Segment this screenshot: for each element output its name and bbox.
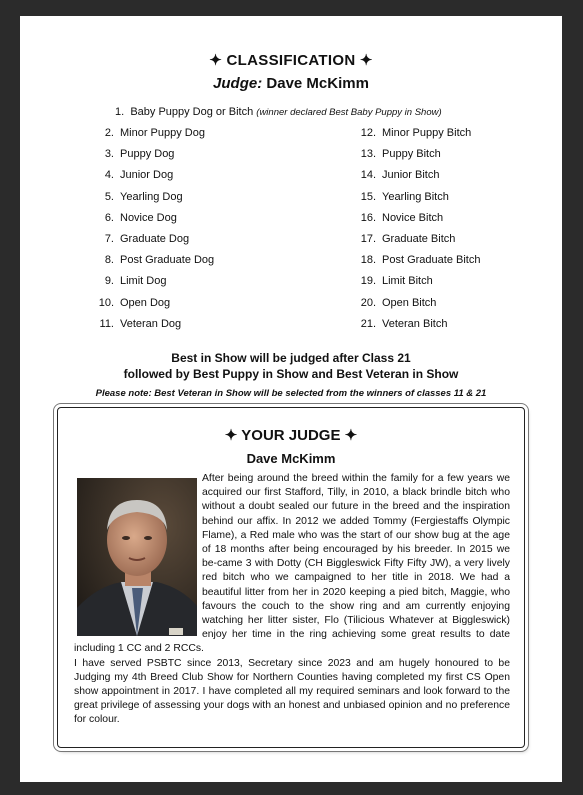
four-point-star-icon: ✦ (359, 52, 373, 69)
your-judge-title: YOUR JUDGE (241, 427, 341, 444)
class-1 (115, 106, 442, 118)
class-name: Limit Bitch (382, 275, 433, 288)
list-item: 20. Open Bitch (360, 296, 437, 309)
class-name: Yearling Dog (120, 190, 183, 203)
class-note: (winner declared Best Baby Puppy in Show) (256, 107, 442, 118)
class-name: Yearling Bitch (382, 190, 449, 203)
judge-bio (74, 472, 510, 728)
judge-label: Judge: (213, 75, 263, 92)
class-name: Puppy Bitch (382, 148, 441, 161)
bio-paragraph: I have served PSBTC since 2013, Secretary since 2023 and am hugely honoured to be Judging my 4th Breed Club Show for Northern Counties having completed my first CS Open show appointment in 2017. I have completed all my required seminars and look forward to the great privilege of assessing your dogs with an honest and unbiased opinion and no preference for colour. (74, 657, 510, 726)
list-item: 19. Limit Bitch (360, 275, 433, 288)
class-name: Junior Dog (120, 169, 174, 182)
best-in-show-line1: Best in Show will be judged after Class 21 (171, 351, 411, 365)
list-item: 6. Novice Dog (104, 211, 177, 224)
list-item: 10. Open Dog (98, 296, 171, 309)
four-point-star-icon: ✦ (344, 427, 358, 444)
your-judge-box (57, 407, 525, 748)
your-judge-name: Dave McKimm (246, 451, 336, 466)
veteran-note: Please note: Best Veteran in Show will be selected from the winners of classes 11 & 21 (95, 388, 487, 399)
class-name: Post Graduate Bitch (382, 254, 481, 267)
class-number: 1. (115, 106, 125, 118)
class-name: Open Dog (120, 296, 171, 309)
class-name: Baby Puppy Dog or Bitch (130, 106, 254, 118)
list-item: 9. Limit Dog (104, 275, 167, 288)
best-in-show-notice (20, 351, 562, 382)
class-name: Puppy Dog (120, 148, 175, 161)
classification-title: CLASSIFICATION (226, 52, 356, 69)
class-name: Novice Bitch (382, 211, 444, 224)
class-name: Veteran Dog (120, 317, 182, 330)
list-item: 11. Veteran Dog (99, 317, 182, 330)
list-item: 8. Post Graduate Dog (104, 254, 215, 267)
list-item: 12. Minor Puppy Bitch (360, 127, 472, 139)
list-item: 15. Yearling Bitch (360, 190, 449, 203)
class-name: Graduate Bitch (382, 232, 456, 245)
list-item: 3. Puppy Dog (104, 148, 175, 161)
classification-heading (20, 51, 562, 69)
list-item: 4. Junior Dog (104, 169, 174, 182)
class-name: Graduate Dog (120, 232, 190, 245)
class-name: Minor Puppy Bitch (382, 127, 472, 139)
judge-heading (20, 75, 562, 92)
class-name: Junior Bitch (382, 169, 440, 182)
class-name: Limit Dog (120, 275, 167, 288)
class-name: Minor Puppy Dog (120, 127, 205, 139)
list-item: 7. Graduate Dog (104, 232, 190, 245)
bitch-classes-list (346, 127, 480, 339)
list-item: 5. Yearling Dog (104, 190, 183, 203)
list-item: 14. Junior Bitch (360, 169, 440, 182)
list-item: 21. Veteran Bitch (360, 317, 448, 330)
class-name: Novice Dog (120, 211, 177, 224)
list-item: 17. Graduate Bitch (360, 232, 456, 245)
bio-paragraph: After being around the breed within the family for a few years we acquired our first Stafford, Tilly, in 2010, a black brindle bitch who without a doubt sealed our future in the breed and the inspiration behind our affix. In 2012 we added Tommy (Fergiestaffs Olympic Flame), a Red male who was the start of our show bug at the age of 18 months after being encouraged by his breeder. In 2015 we be-came 3 with Dotty (CH Biggleswick Fifty Fifty JW), a very lively red bitch who we campaigned to her title in 2018. We had a beautiful litter from her in 2020 keeping a pied bitch, Maggie, who favours the couch to the show ring and am currently enjoying watching her litter sister, Flo (Tilicious Whatever at Biggleswick) enjoy her time in the ring achieving some great results to date including 1 CC and 2 RCCs. (74, 473, 510, 655)
dog-classes-list (84, 127, 214, 339)
class-name: Post Graduate Dog (120, 254, 215, 267)
document-page (20, 16, 562, 782)
list-item: 16. Novice Bitch (360, 211, 444, 224)
judge-name: Dave McKimm (266, 75, 369, 92)
photo-spacer (74, 472, 202, 635)
list-item: 18. Post Graduate Bitch (360, 254, 481, 267)
class-name: Veteran Bitch (382, 317, 448, 330)
four-point-star-icon: ✦ (224, 427, 238, 444)
your-judge-heading (58, 426, 524, 444)
list-item: 13. Puppy Bitch (360, 148, 441, 161)
list-item: 2. Minor Puppy Dog (104, 127, 205, 139)
class-name: Open Bitch (382, 296, 437, 309)
best-in-show-line2: followed by Best Puppy in Show and Best Veteran in Show (123, 366, 459, 381)
four-point-star-icon: ✦ (209, 52, 223, 69)
